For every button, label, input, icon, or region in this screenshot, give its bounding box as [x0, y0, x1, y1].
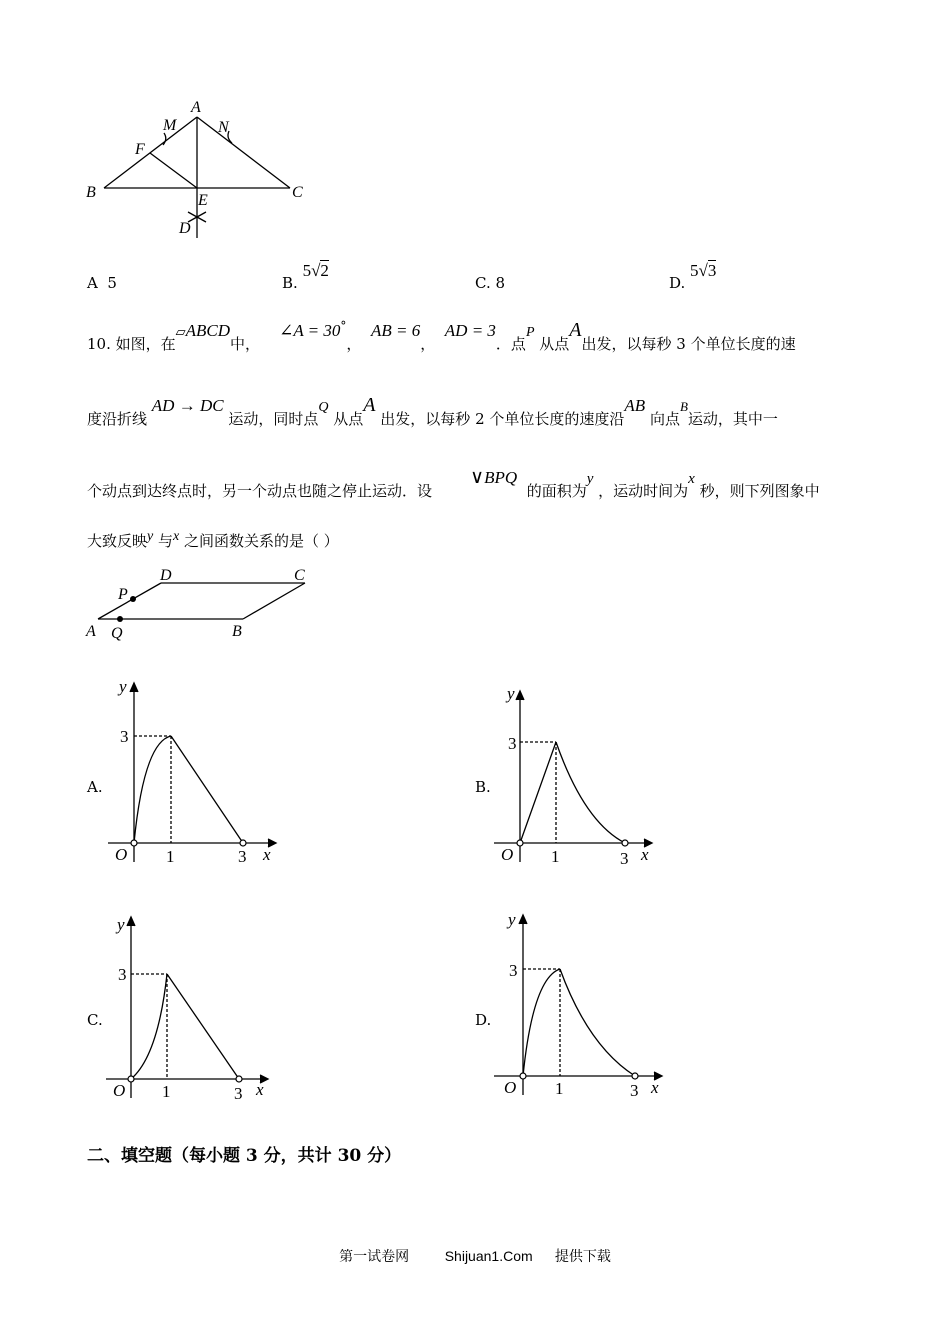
graph-a[interactable]: [100, 672, 290, 872]
x-axis-label: x: [263, 845, 271, 864]
label-P: P: [118, 586, 128, 603]
label-N: N: [218, 119, 229, 136]
graph-option-c-label[interactable]: C.: [87, 1011, 103, 1029]
y-axis-label: y: [117, 915, 125, 934]
figure-q10-parallelogram: [80, 562, 330, 647]
ad-length: AD = 3: [444, 321, 496, 340]
y-axis-label: y: [507, 684, 515, 703]
option-label: D.: [669, 274, 686, 292]
tick-x2: 3: [234, 1084, 243, 1103]
path-ad-dc: AD → DC: [151, 396, 224, 415]
footer-site: 第一试卷网: [339, 1249, 410, 1265]
q9-option-c[interactable]: [475, 273, 505, 293]
graph-option-a-label[interactable]: A.: [87, 778, 103, 796]
q10-line-3: 个动点到达终点时，另一个动点也随之停止运动．设 ∨BPQ 的面积为y ，运动时间为x 秒，则下列图象中: [87, 467, 820, 500]
tick-x2: 3: [630, 1081, 639, 1100]
origin-label: O: [115, 845, 128, 864]
graph-c[interactable]: [100, 906, 290, 1106]
radicand: 3: [707, 261, 717, 280]
graph-option-d-label[interactable]: D.: [475, 1011, 492, 1029]
x-axis-label: x: [641, 845, 649, 864]
tick-y: 3: [509, 961, 518, 980]
triangle-icon: ∨: [470, 467, 485, 488]
label-Q: Q: [111, 625, 123, 642]
tick-y: 3: [508, 734, 517, 753]
label-M: M: [163, 117, 177, 134]
label-A: A: [86, 623, 96, 640]
tick-x2: 3: [238, 847, 247, 866]
q9-option-a[interactable]: [87, 273, 117, 293]
label-C: C: [292, 184, 303, 201]
tick-x2: 3: [620, 849, 629, 868]
q9-option-d[interactable]: D. 5√3: [669, 261, 717, 292]
footer-provide: 提供下载: [554, 1249, 611, 1265]
figure-q9-triangle: [80, 95, 320, 245]
tick-x1: 1: [162, 1082, 171, 1101]
section-2-title: 二、填空题（每小题 3 分，共计 30 分）: [87, 1146, 402, 1166]
y-axis-label: y: [508, 910, 516, 929]
tick-x1: 1: [551, 847, 560, 866]
label-E: E: [198, 192, 208, 209]
q10-line-2: 度沿折线 AD → DC 运动，同时点Q 从点A 出发，以每秒 2 个单位长度的速度沿AB 向点B运动，其中一: [87, 394, 778, 428]
ab-length: AB = 6: [370, 321, 421, 340]
option-label: B.: [282, 274, 298, 292]
option-label: C.: [475, 274, 491, 292]
label-F: F: [135, 141, 145, 158]
x-axis-label: x: [651, 1078, 659, 1097]
origin-label: O: [113, 1081, 126, 1100]
label-D: D: [179, 220, 191, 237]
q10-number: 10. 如图，在: [87, 335, 176, 353]
footer: [0, 1246, 950, 1266]
graph-d[interactable]: [488, 906, 678, 1106]
origin-label: O: [501, 845, 514, 864]
option-value: 5: [107, 274, 117, 292]
coef: 5: [302, 261, 312, 280]
q9-option-b[interactable]: B. 5√2: [282, 261, 329, 292]
q10-line-4: 大致反映y 与x 之间函数关系的是（ ）: [87, 529, 339, 550]
tick-y: 3: [118, 965, 127, 984]
option-value: 8: [495, 274, 506, 292]
tick-x1: 1: [166, 847, 175, 866]
label-C: C: [294, 567, 305, 584]
label-D: D: [160, 567, 172, 584]
parallelogram-icon: ▱: [175, 324, 186, 339]
label-B: B: [232, 623, 242, 640]
origin-label: O: [504, 1078, 517, 1097]
label-B: B: [86, 184, 96, 201]
radicand: 2: [320, 261, 329, 280]
graph-b[interactable]: [488, 672, 678, 872]
coef: 5: [690, 261, 699, 280]
x-axis-label: x: [256, 1080, 264, 1099]
label-A: A: [191, 99, 201, 116]
tick-y: 3: [120, 727, 129, 746]
y-axis-label: y: [119, 677, 127, 696]
footer-domain: Shijuan1.Com: [444, 1248, 533, 1264]
abcd: ABCD: [185, 321, 231, 340]
angle-a: ∠A = 30: [279, 321, 341, 340]
tick-x1: 1: [555, 1079, 564, 1098]
graph-option-b-label[interactable]: B.: [475, 778, 491, 796]
q10-line-1: 10. 如图，在▱ABCD中， ∠A = 30°， AB = 6， AD = 3．点P 从点A出发，以每秒 3 个单位长度的速: [87, 319, 796, 353]
option-label: A: [87, 274, 98, 292]
